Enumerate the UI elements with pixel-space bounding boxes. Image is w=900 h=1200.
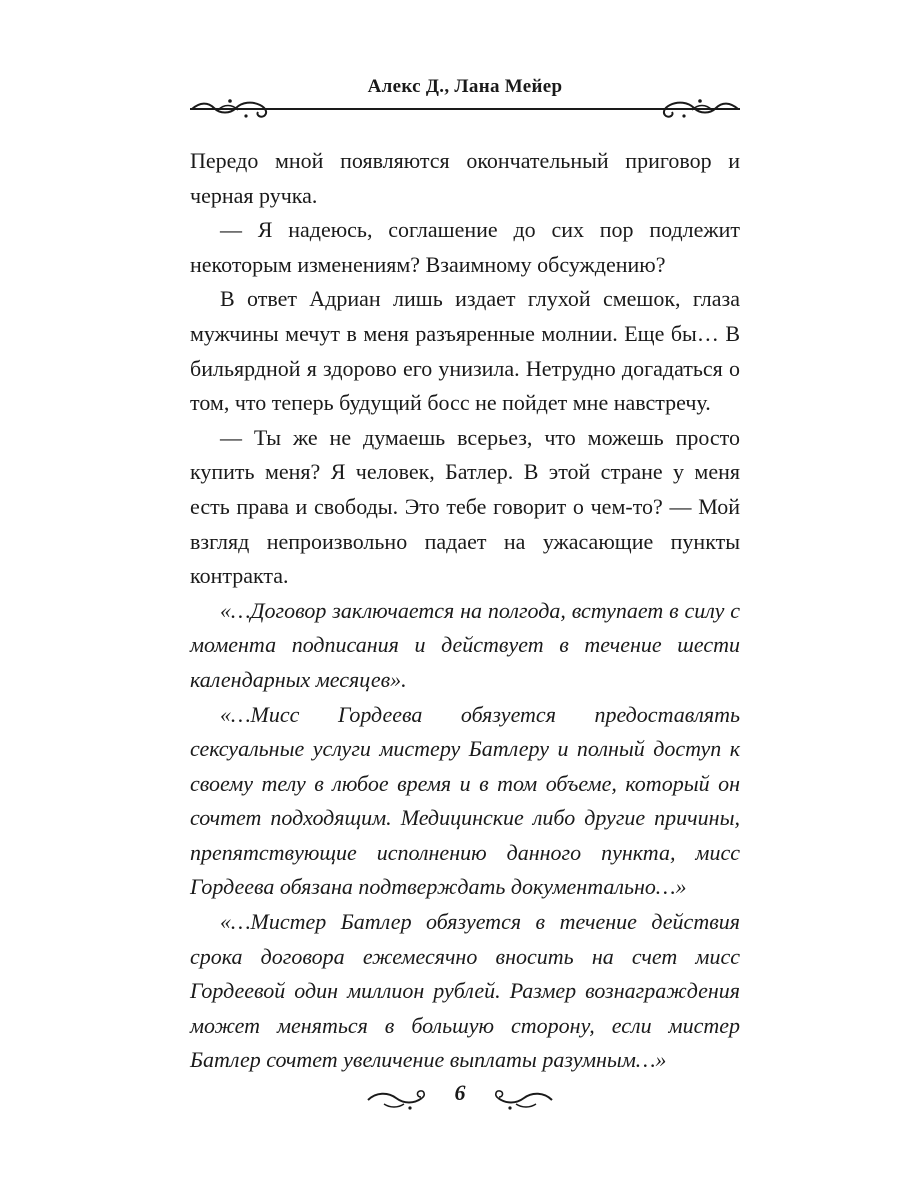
contract-clause: «…Мистер Батлер обязуется в течение действия срока договора ежемесячно вносить на счет мисс Гордеевой один миллион рублей. Размер вознаграждения может меняться в большую сторону, если мистер Батлер сочтет увеличение выплаты разумным…» xyxy=(190,909,740,1073)
paragraph: — Я надеюсь, соглашение до сих пор подлежит некоторым изменениям? Взаимному обсуждению? xyxy=(190,217,740,277)
paragraph: Передо мной появляются окончательный приговор и черная ручка. xyxy=(190,148,740,208)
paragraph: — Ты же не думаешь всерьез, что можешь просто купить меня? Я человек, Батлер. В этой стране у меня есть права и свободы. Это тебе говорит о чем-то? — Мой взгляд непроизвольно падает на ужасающие пункты контракта. xyxy=(190,424,740,589)
page-body xyxy=(190,144,740,1078)
page-number: 6 xyxy=(454,1080,466,1105)
footer-ornament-right-icon xyxy=(492,1086,554,1112)
footer-ornament-left-icon xyxy=(366,1086,428,1112)
page-footer xyxy=(360,1080,560,1120)
contract-clause: «…Договор заключается на полгода, вступает в силу с момента подписания и действует в течение шести календарных месяцев». xyxy=(190,597,740,692)
paragraph: В ответ Адриан лишь издает глухой смешок, глаза мужчины мечут в меня разъяренные молнии. Еще бы… В бильярдной я здорово его унизила. Нетрудно догадаться о том, что теперь будущий босс не пойдет мне навстречу. xyxy=(190,286,740,416)
running-header: Алекс Д., Лана Мейер xyxy=(367,76,563,97)
header-ornament-right-icon xyxy=(650,96,740,122)
contract-clause: «…Мисс Гордеева обязуется предоставлять сексуальные услуги мистеру Батлеру и полный доступ к своему телу в любое время и в том объеме, который он сочтет подходящим. Медицинские либо другие причины, препятствующие исполнению данного пункта, мисс Гордеева обязана подтверждать документально…» xyxy=(190,701,740,900)
